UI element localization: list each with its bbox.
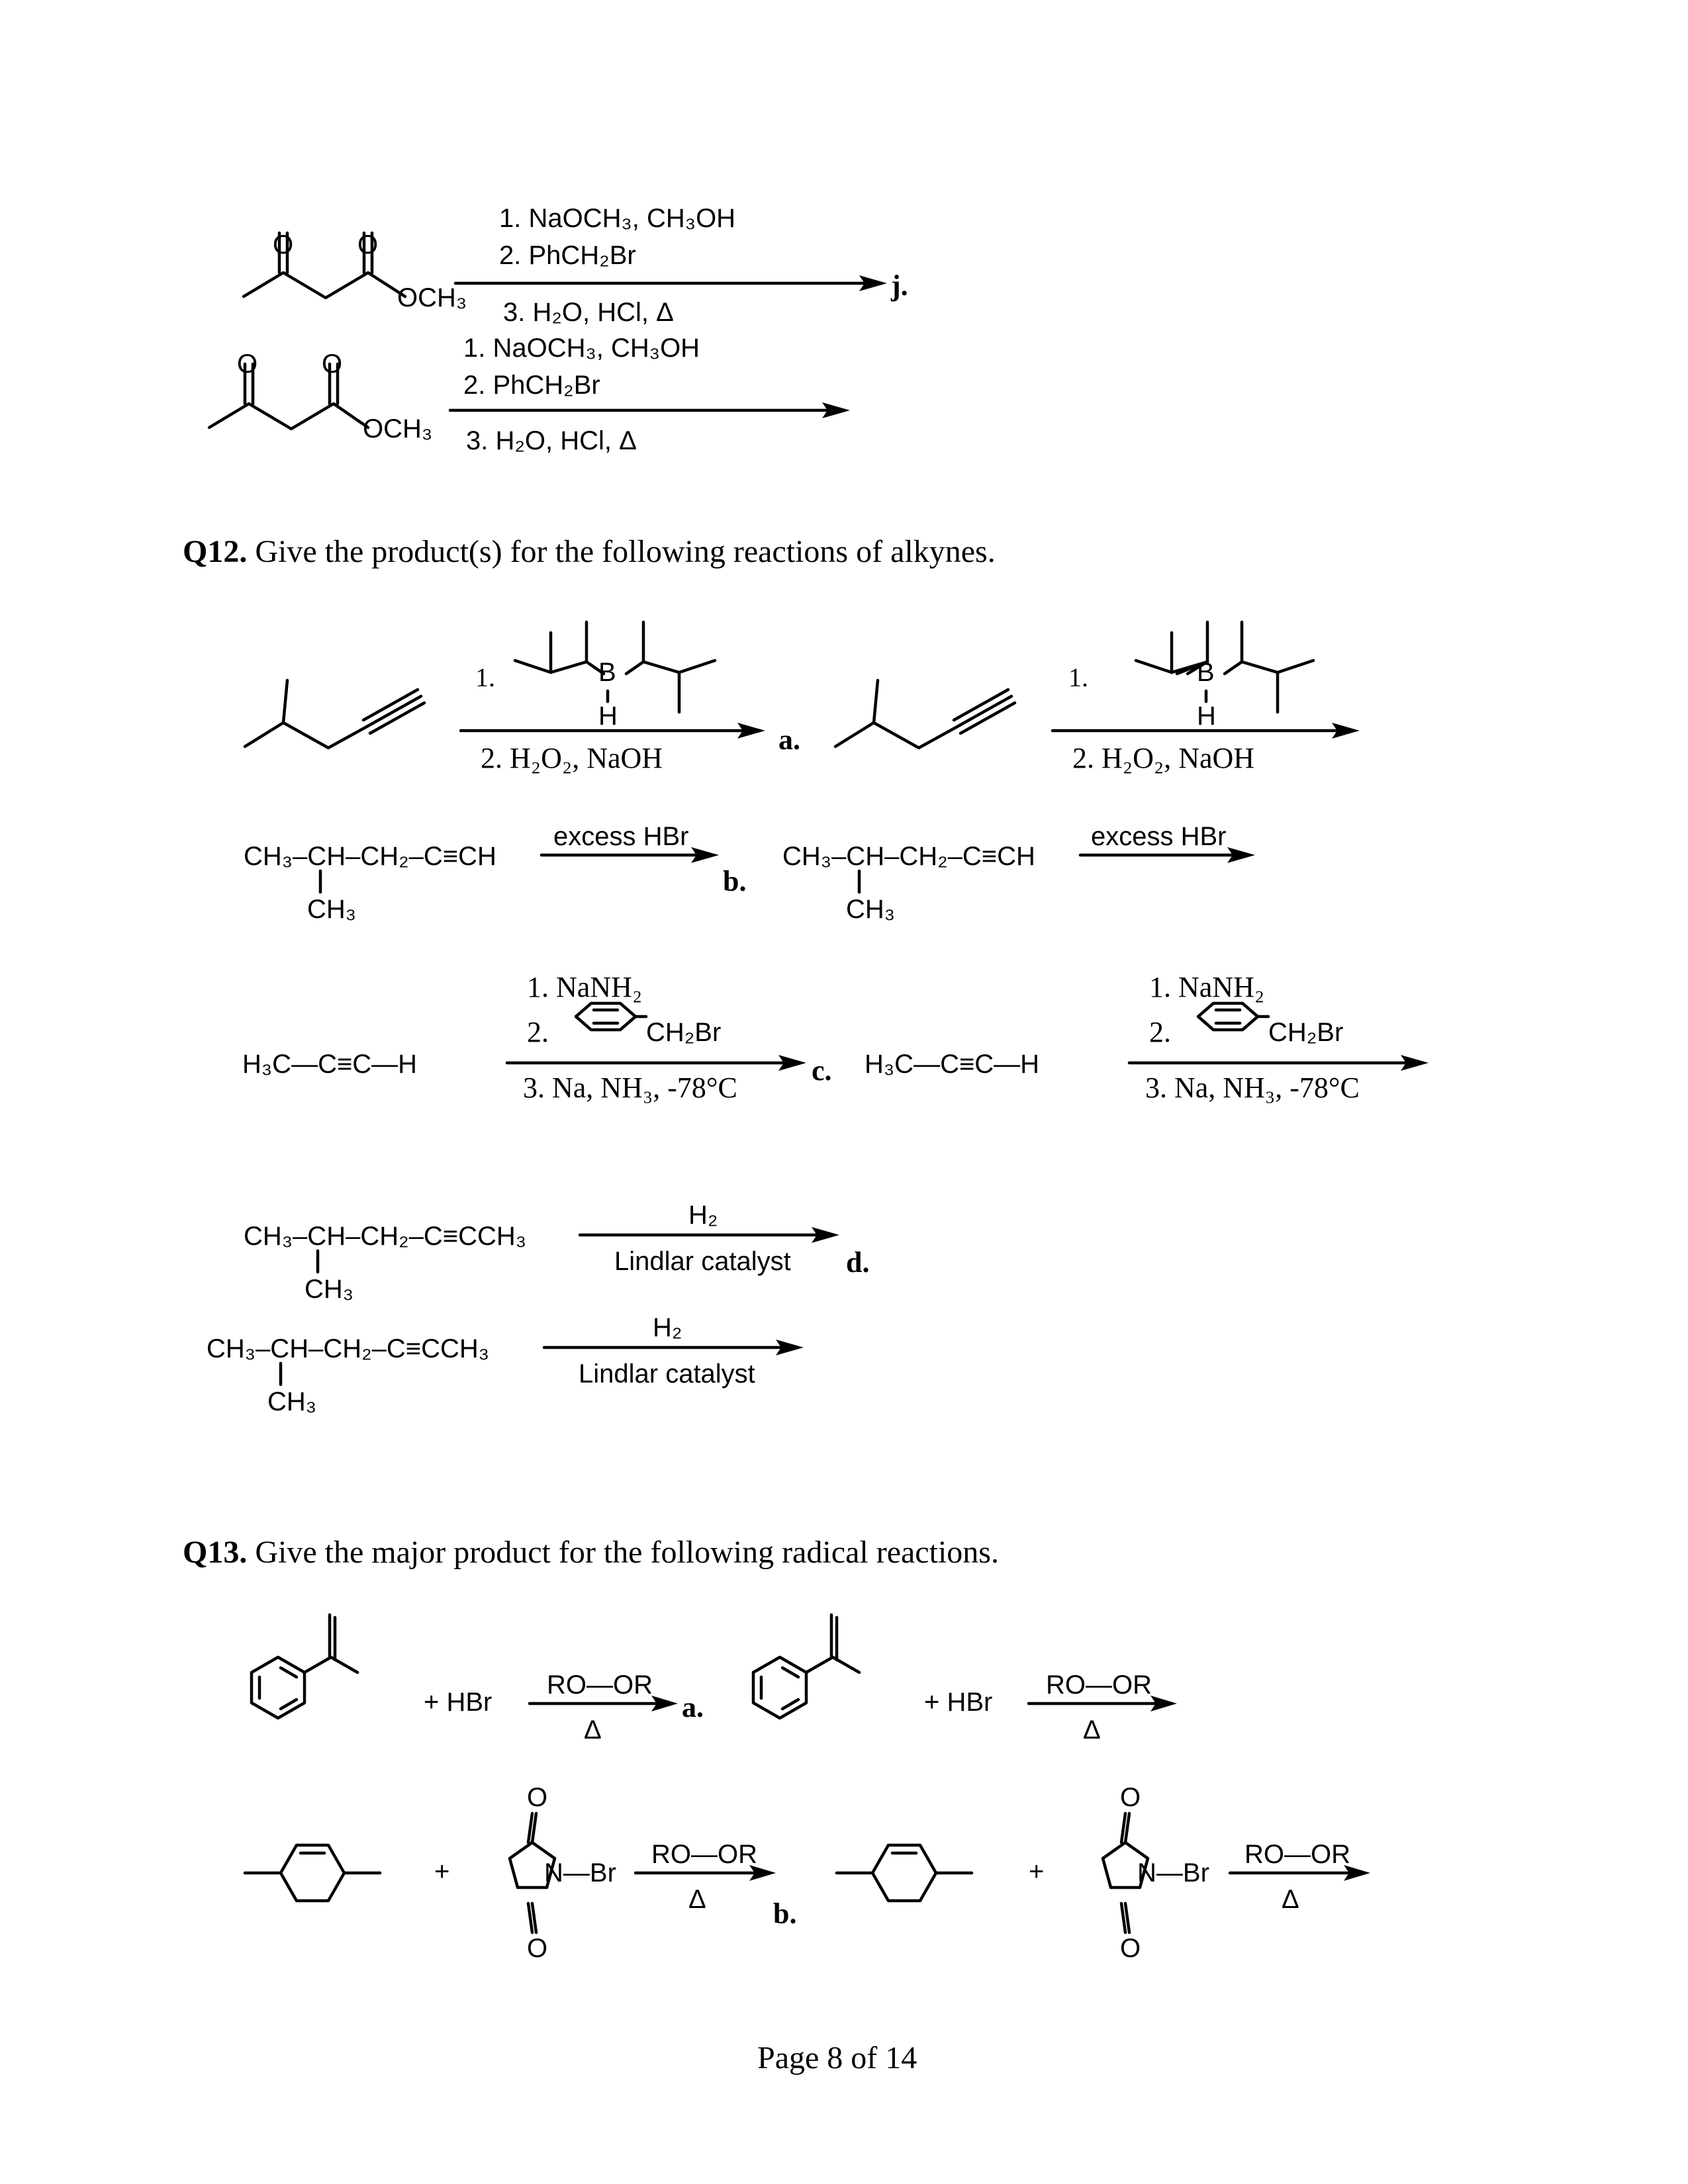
reagent-step1-top: 1. NaOCH₃, CH₃OH [499,204,736,233]
reagent-peroxide: RO—OR [547,1670,653,1700]
boron-atom: B [1197,658,1215,687]
reagent-lindlar: Lindlar catalyst [614,1247,791,1276]
reagent-step2-top: 2. PhCH₂Br [499,241,636,270]
alpha-methylstyrene-right [753,1615,859,1718]
nbs-nitrogen-bromine: N—Br [1137,1858,1209,1888]
product-label-a: a. [682,1691,704,1723]
reagent-excess-hbr: excess HBr [553,822,689,851]
methoxy-label-bottom: OCH₃ [363,414,433,443]
reagent-heat: Δ [584,1715,602,1745]
reactant-b-left: CH₃–CH–CH₂–C≡CH [244,842,496,871]
nbs-oxygen-top: O [527,1783,548,1812]
product-label-a: a. [778,723,800,756]
carbonyl-o: O [357,230,379,259]
nbs-nitrogen-bromine: N—Br [544,1858,616,1888]
methyl-branch: CH₃ [846,895,896,924]
reagent-heat: Δ [1083,1715,1101,1745]
step-number: 1. [475,662,495,692]
reagent-step1-bottom: 1. NaOCH₃, CH₃OH [463,334,700,363]
carbonyl-o: O [237,349,258,379]
question-prompt: Give the product(s) for the following reactions of alkynes. [255,534,996,569]
question-13-heading [183,1534,999,1570]
nbs-oxygen-top: O [1120,1783,1141,1812]
dimethylcyclohexene-left [245,1845,380,1901]
reactant-c-left: H₃C—C≡C—H [242,1050,418,1079]
alpha-methylstyrene-left [252,1615,357,1718]
question-number: Q13. [183,1535,248,1570]
carbonyl-o: O [322,349,343,379]
reagent-step2: 2. H₂O₂, NaOH [481,742,663,774]
reagent-step3-top: 3. H₂O, HCl, Δ [503,298,674,327]
disiamylborane-right [1136,622,1313,712]
reagent-step2: 2. H₂O₂, NaOH [1072,742,1255,774]
reagent-step3: 3. Na, NH₃, -78°C [1145,1071,1360,1104]
dimethylcyclohexene-right [837,1845,972,1901]
question-number: Q12. [183,534,248,569]
methoxy-label-top: OCH₃ [397,283,467,312]
reagent-plus-hbr: + HBr [924,1688,993,1717]
reagent-lindlar: Lindlar catalyst [579,1359,755,1388]
question-12-heading [183,533,996,570]
product-label-c: c. [812,1054,832,1087]
product-label-j: j. [891,269,908,302]
reagent-step2: 2. [527,1016,549,1048]
step-number: 1. [1068,662,1088,692]
reagent-step3-bottom: 3. H₂O, HCl, Δ [466,426,637,455]
methyl-branch: CH₃ [307,895,357,924]
reagent-step2: 2. [1149,1016,1171,1048]
product-label-b: b. [773,1897,797,1930]
hydrogen-atom: H [598,702,618,731]
reagent-heat: Δ [688,1885,706,1914]
boron-atom: B [598,658,616,687]
plus-sign: + [434,1857,450,1886]
reagent-heat: Δ [1282,1885,1299,1914]
reagent-step3: 3. Na, NH₃, -78°C [523,1071,737,1104]
reagent-step2-bottom: 2. PhCH₂Br [463,371,600,400]
reagent-h2: H₂ [653,1313,682,1342]
reagent-step1: 1. NaNH₂ [527,971,643,1003]
page-number: Page 8 of 14 [757,2040,917,2075]
ketoester-structure-top [244,230,405,298]
ketoester-structure-bottom [209,364,368,429]
benzene-ring-c-right [1198,1003,1268,1030]
reagent-h2: H₂ [688,1201,718,1230]
reactant-b-right: CH₃–CH–CH₂–C≡CH [782,842,1035,871]
reactant-c-right: H₃C—C≡C—H [865,1050,1040,1079]
methyl-branch: CH₃ [305,1275,354,1304]
benzene-ring-c-left [576,1003,646,1030]
alkyne-structure-a-right [835,680,1015,748]
nbs-oxygen-bottom: O [1120,1934,1141,1963]
question-prompt: Give the major product for the following radical reactions. [255,1535,999,1570]
reagent-peroxide: RO—OR [1046,1670,1152,1700]
alkyne-structure-a-left [245,680,424,748]
reactant-d-top: CH₃–CH–CH₂–C≡CCH₃ [244,1222,527,1251]
reagent-plus-hbr: + HBr [424,1688,492,1717]
reagent-step1: 1. NaNH₂ [1149,971,1265,1003]
product-label-b: b. [723,865,747,897]
reagent-peroxide: RO—OR [651,1840,757,1869]
nbs-oxygen-bottom: O [527,1934,548,1963]
reagent-excess-hbr: excess HBr [1091,822,1227,851]
methyl-branch: CH₃ [267,1387,317,1416]
product-label-d: d. [846,1246,870,1279]
benzyl-bromide-group: CH₂Br [646,1018,722,1047]
carbonyl-o: O [273,230,294,259]
hydrogen-atom: H [1197,702,1216,731]
benzyl-bromide-group: CH₂Br [1268,1018,1344,1047]
reagent-peroxide: RO—OR [1244,1840,1350,1869]
reactant-d-bottom: CH₃–CH–CH₂–C≡CCH₃ [207,1334,490,1363]
plus-sign: + [1029,1857,1045,1886]
